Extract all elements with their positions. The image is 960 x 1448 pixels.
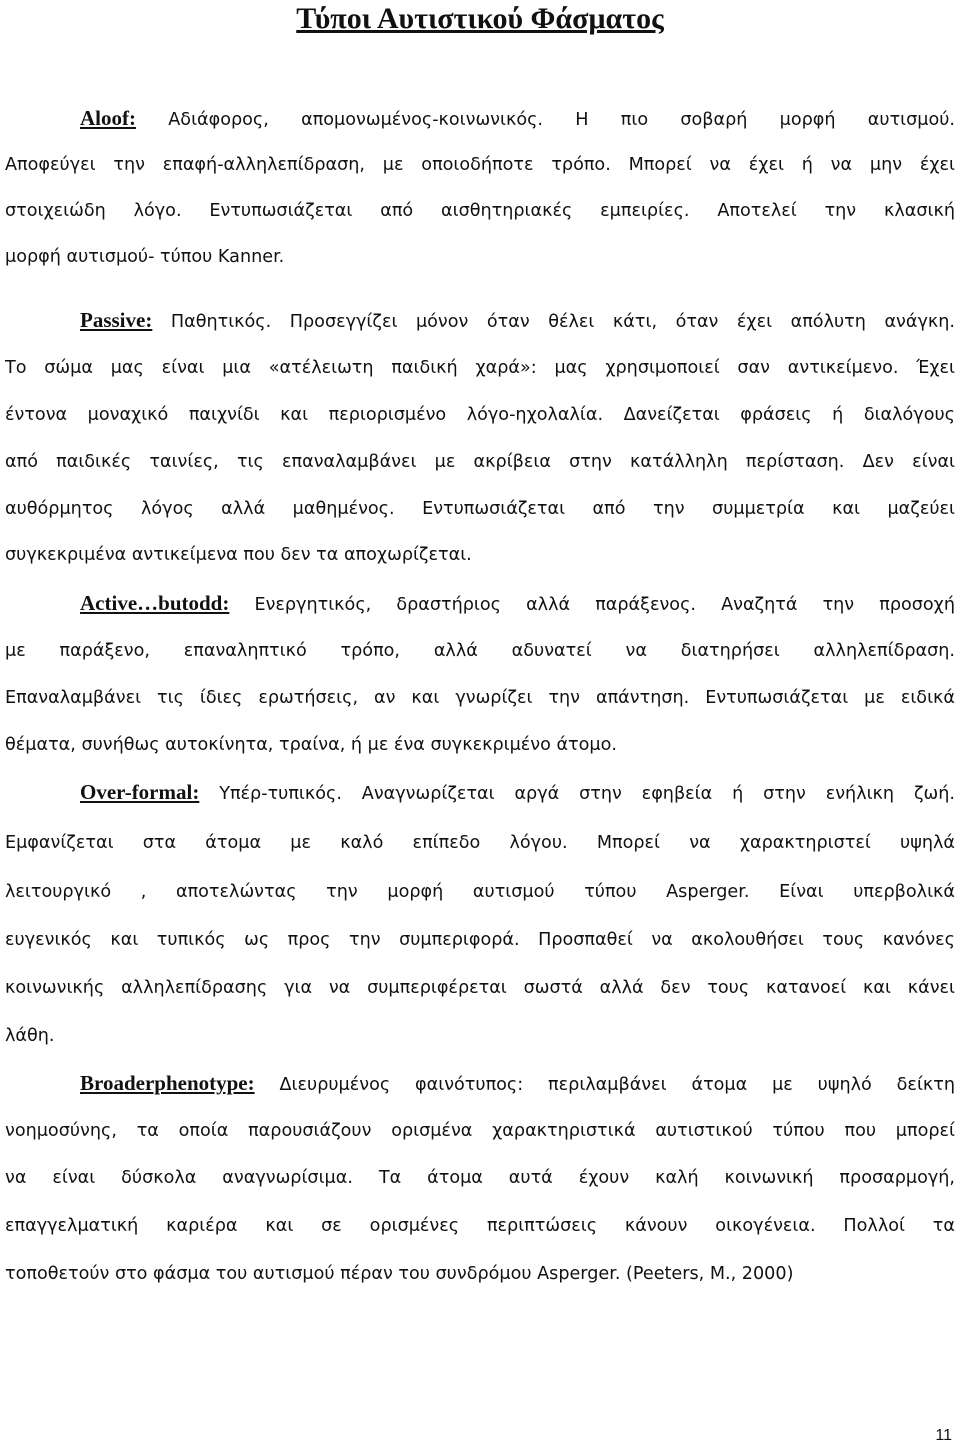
section-label-passive: Passive: bbox=[80, 308, 153, 332]
paragraph-line: θέματα, συνήθως αυτοκίνητα, τραίνα, ή με ένα συγκεκριμένο άτομο. bbox=[5, 735, 617, 755]
section-text: Υπέρ-τυπικός. Αναγνωρίζεται αργά στην εφηβεία ή στην ενήλικη ζωή. bbox=[219, 784, 955, 804]
paragraph-line: τοποθετούν στο φάσμα του αυτισμού πέραν του συνδρόμου Asperger. (Peeters, M., 2000) bbox=[5, 1264, 794, 1284]
page-number: 11 bbox=[935, 1427, 952, 1444]
paragraph-line: μορφή αυτισμού- τύπου Kanner. bbox=[5, 247, 285, 267]
paragraph-line: νοημοσύνης, τα οποία παρουσιάζουν ορισμένα χαρακτηριστικά αυτιστικού τύπου που μπορεί bbox=[5, 1121, 955, 1141]
paragraph-line: λειτουργικό , αποτελώντας την μορφή αυτισμού τύπου Asperger. Είναι υπερβολικά bbox=[5, 882, 955, 902]
paragraph-line: έντονα μοναχικό παιχνίδι και περιορισμένο λόγο-ηχολαλία. Δανείζεται φράσεις ή διαλόγους bbox=[5, 405, 955, 425]
paragraph-line: στοιχειώδη λόγο. Εντυπωσιάζεται από αισθητηριακές εμπειρίες. Αποτελεί την κλασική bbox=[5, 201, 955, 221]
paragraph-line: ευγενικός και τυπικός ως προς την συμπεριφορά. Προσπαθεί να ακολουθήσει τους κανόνες bbox=[5, 930, 955, 950]
paragraph-line bbox=[80, 305, 955, 335]
paragraph-line: Το σώμα μας είναι μια «ατέλειωτη παιδική χαρά»: μας χρησιμοποιεί σαν αντικείμενο. Έχει bbox=[5, 358, 955, 378]
paragraph-line: επαγγελματική καριέρα και σε ορισμένες περιπτώσεις κάνουν οικογένεια. Πολλοί τα bbox=[5, 1216, 955, 1236]
paragraph-line: συγκεκριμένα αντικείμενα που δεν τα αποχωρίζεται. bbox=[5, 545, 472, 565]
paragraph-line bbox=[80, 588, 955, 618]
section-text: Παθητικός. Προσεγγίζει μόνον όταν θέλει κάτι, όταν έχει απόλυτη ανάγκη. bbox=[170, 312, 955, 332]
paragraph-line: αυθόρμητος λόγος αλλά μαθημένος. Εντυπωσιάζεται από την συμμετρία και μαζεύει bbox=[5, 499, 955, 519]
section-text: Ενεργητικός, δραστήριος αλλά παράξενος. Αναζητά την προσοχή bbox=[254, 595, 955, 615]
paragraph-line: Επαναλαμβάνει τις ίδιες ερωτήσεις, αν και γνωρίζει την απάντηση. Εντυπωσιάζεται με ειδικά bbox=[5, 688, 955, 708]
paragraph-line: Εμφανίζεται στα άτομα με καλό επίπεδο λόγου. Μπορεί να χαρακτηριστεί υψηλά bbox=[5, 833, 955, 853]
paragraph-line: με παράξενο, επαναληπτικό τρόπο, αλλά αδυνατεί να διατηρήσει αλληλεπίδραση. bbox=[5, 641, 955, 661]
section-label-active: Active…butodd: bbox=[80, 591, 230, 615]
paragraph-line: να είναι δύσκολα αναγνωρίσιμα. Τα άτομα αυτά έχουν καλή κοινωνική προσαρμογή, bbox=[5, 1168, 955, 1188]
paragraph-line bbox=[80, 103, 955, 133]
paragraph-line: λάθη. bbox=[5, 1026, 55, 1046]
paragraph-line: από παιδικές ταινίες, τις επαναλαμβάνει με ακρίβεια στην κατάλληλη περίσταση. Δεν είναι bbox=[5, 452, 955, 472]
section-text: Αδιάφορος, απομονωμένος-κοινωνικός. Η πιο σοβαρή μορφή αυτισμού. bbox=[168, 110, 956, 130]
section-label-broaderphenotype: Broaderphenotype: bbox=[80, 1071, 255, 1095]
section-label-aloof: Aloof: bbox=[80, 106, 136, 130]
page-title: Τύποι Αυτιστικού Φάσματος bbox=[296, 2, 664, 35]
section-label-over-formal: Over-formal: bbox=[80, 780, 200, 804]
paragraph-line bbox=[80, 777, 955, 807]
paragraph-line bbox=[80, 1068, 955, 1098]
paragraph-line: Αποφεύγει την επαφή-αλληλεπίδραση, με οποιοδήποτε τρόπο. Μπορεί να έχει ή να μην έχει bbox=[5, 155, 955, 175]
section-text: Διευρυμένος φαινότυπος: περιλαμβάνει άτομα με υψηλό δείκτη bbox=[279, 1075, 956, 1095]
paragraph-line: κοινωνικής αλληλεπίδρασης για να συμπεριφέρεται σωστά αλλά δεν τους κατανοεί και κάνει bbox=[5, 978, 955, 998]
